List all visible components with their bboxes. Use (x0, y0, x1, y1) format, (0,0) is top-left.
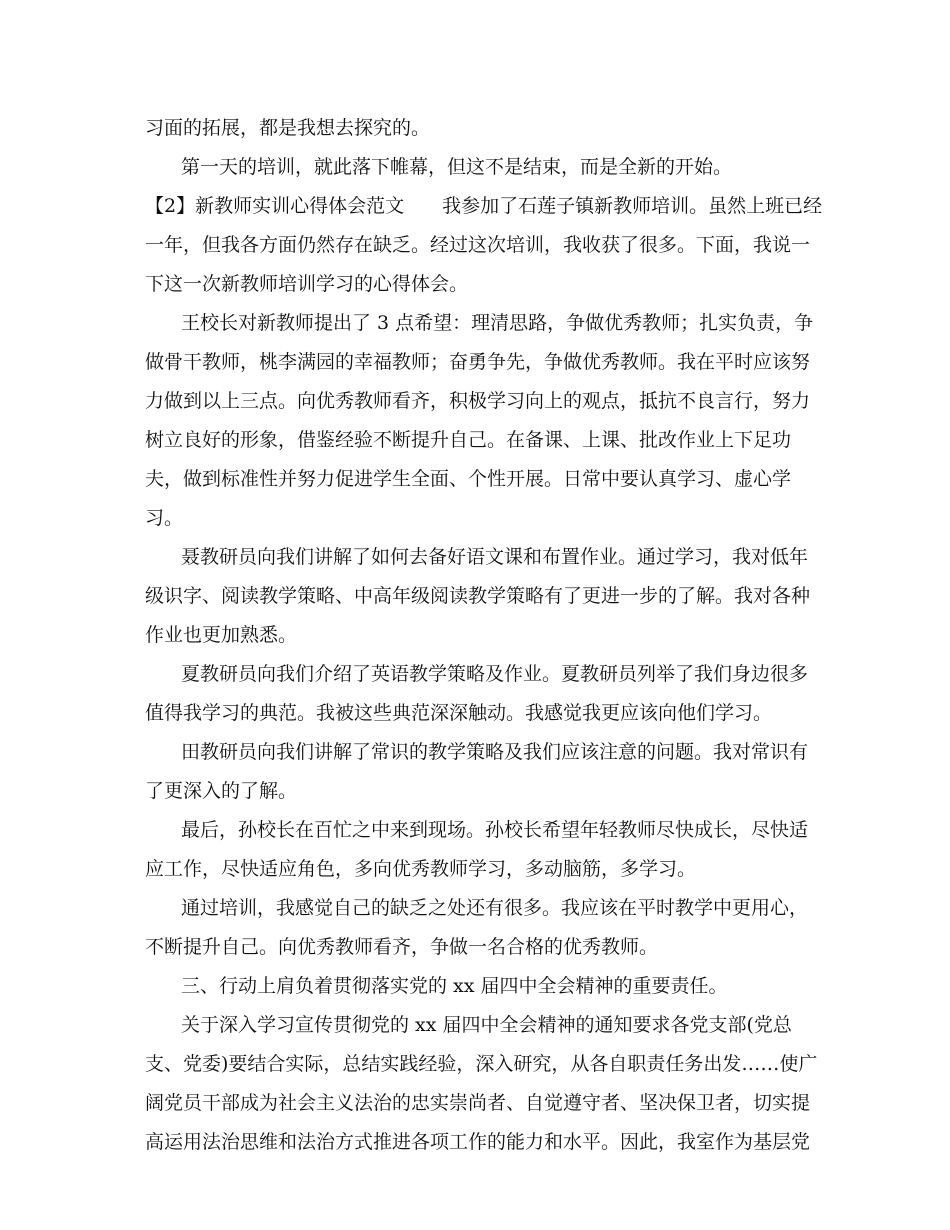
text-line: 做骨干教师，桃李满园的幸福教师；奋勇争先，争做优秀教师。我在平时应该努 (145, 351, 811, 373)
text-line: 了更深入的了解。 (145, 780, 298, 802)
text-line: 王校长对新教师提出了 3 点希望：理清思路，争做优秀教师；扎实负责，争 (181, 312, 814, 334)
text-line: 第一天的培训，就此落下帷幕，但这不是结束，而是全新的开始。 (181, 156, 733, 178)
text-line: 最后，孙校长在百忙之中来到现场。孙校长希望年轻教师尽快成长，尽快适 (181, 819, 809, 841)
text-line: 作业也更加熟悉。 (145, 624, 298, 646)
text-line: 一年，但我各方面仍然存在缺乏。经过这次培训，我收获了很多。下面，我说一 (145, 234, 811, 256)
text-line: 三、行动上肩负着贯彻落实党的 xx 届四中全会精神的重要责任。 (181, 975, 728, 997)
text-line: 高运用法治思维和法治方式推进各项工作的能力和水平。因此，我室作为基层党 (145, 1131, 811, 1153)
section-heading-line: 【2】新教师实训心得体会范文 我参加了石莲子镇新教师培训。虽然上班已经 (145, 195, 823, 217)
text-line: 力做到以上三点。向优秀教师看齐，积极学习向上的观点，抵抗不良言行，努力 (145, 390, 811, 412)
text-line: 习。 (145, 507, 184, 529)
text-line: 应工作，尽快适应角色，多向优秀教师学习，多动脑筋，多学习。 (145, 858, 697, 880)
text-line: 下这一次新教师培训学习的心得体会。 (145, 273, 469, 295)
text-line: 田教研员向我们讲解了常识的教学策略及我们应该注意的问题。我对常识有 (181, 741, 809, 763)
text-line: 夏教研员向我们介绍了英语教学策略及作业。夏教研员列举了我们身边很多 (181, 663, 809, 685)
text-line: 支、党委)要结合实际，总结实践经验，深入研究，从各自职责任务出发……使广 (145, 1053, 818, 1075)
text-line: 通过培训，我感觉自己的缺乏之处还有很多。我应该在平时教学中更用心， (181, 897, 809, 919)
text-line: 不断提升自己。向优秀教师看齐，争做一名合格的优秀教师。 (145, 936, 659, 958)
text-line: 值得我学习的典范。我被这些典范深深触动。我感觉我更应该向他们学习。 (145, 702, 773, 724)
text-line: 阔党员干部成为社会主义法治的忠实崇尚者、自觉遵守者、坚决保卫者，切实提 (145, 1092, 811, 1114)
text-line: 聂教研员向我们讲解了如何去备好语文课和布置作业。通过学习，我对低年 (181, 546, 809, 568)
text-line: 关于深入学习宣传贯彻党的 xx 届四中全会精神的通知要求各党支部(党总 (181, 1014, 792, 1036)
text-line: 习面的拓展，都是我想去探究的。 (145, 117, 431, 139)
text-line: 夫，做到标准性并努力促进学生全面、个性开展。日常中要认真学习、虚心学 (145, 468, 792, 490)
text-line: 树立良好的形象，借鉴经验不断提升自己。在备课、上课、批改作业上下足功 (145, 429, 792, 451)
text-line: 级识字、阅读教学策略、中高年级阅读教学策略有了更进一步的了解。我对各种 (145, 585, 811, 607)
